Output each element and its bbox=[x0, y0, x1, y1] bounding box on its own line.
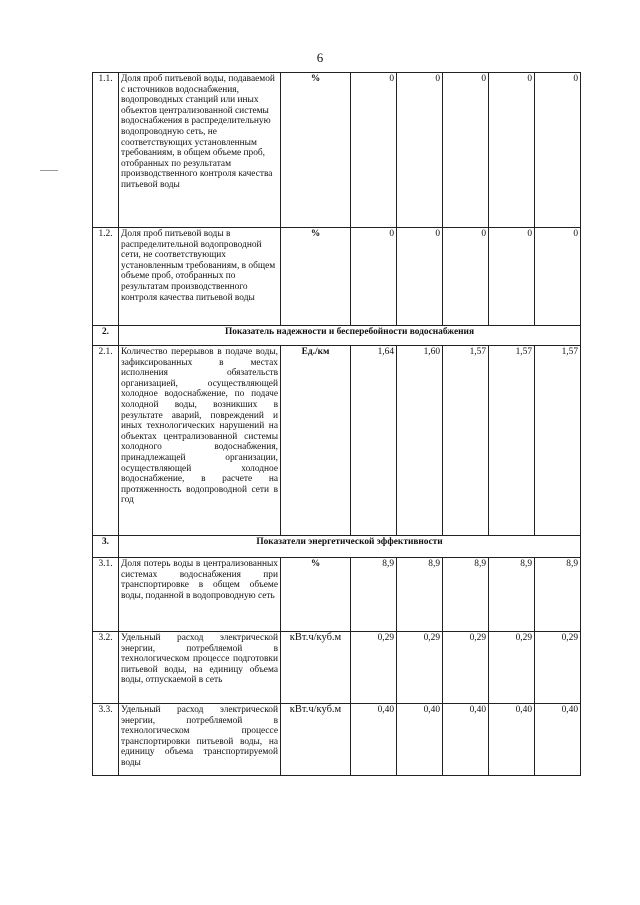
value-cell: 0,29 bbox=[397, 632, 443, 704]
unit-cell: % bbox=[281, 73, 351, 228]
table-row bbox=[93, 704, 581, 776]
value-cell: 0,40 bbox=[397, 704, 443, 776]
value-cell: 8,9 bbox=[351, 558, 397, 632]
table-row bbox=[93, 346, 581, 536]
value-cell: 0,40 bbox=[535, 704, 581, 776]
value-cell: 1,57 bbox=[489, 346, 535, 536]
value-cell: 0 bbox=[397, 73, 443, 228]
value-cell: 0 bbox=[351, 73, 397, 228]
value-cell: 0 bbox=[443, 73, 489, 228]
value-cell: 1,57 bbox=[535, 346, 581, 536]
page-number: 6 bbox=[316, 50, 324, 65]
unit-cell: % bbox=[281, 558, 351, 632]
value-cell: 0,29 bbox=[489, 632, 535, 704]
indicator-description: Доля проб питьевой воды, подаваемой с источников водоснабжения, водопроводных станций или иных объектов централизованной системы водоснабжения в распределительную водопроводную сеть, не соответствующих установленным требованиям, в общем объеме проб, отобранных по результатам производственного контроля качества питьевой воды bbox=[119, 73, 281, 228]
section-row bbox=[93, 326, 581, 346]
value-cell: 0,29 bbox=[535, 632, 581, 704]
unit-cell: % bbox=[281, 228, 351, 326]
indicator-description: Количество перерывов в подаче воды, зафиксированных в местах исполнения обязательств организацией, осуществляющей холодное водоснабжение, по подаче холодной воды, возникших в результате аварий, повреждений и иных технологических нарушений на объектах централизованной системы холодного водоснабжения, принадлежащей организации, осуществляющей холодное водоснабжение, в расчете на протяженность водопроводной сети в год bbox=[119, 346, 281, 536]
row-number: 1.1. bbox=[93, 73, 119, 228]
indicator-description: Удельный расход электрической энергии, потребляемой в технологическом процессе подготовки питьевой воды, на единицу объема воды, отпускаемой в сеть bbox=[119, 632, 281, 704]
value-cell: 0 bbox=[535, 228, 581, 326]
value-cell: 0 bbox=[397, 228, 443, 326]
value-cell: 0,40 bbox=[351, 704, 397, 776]
value-cell: 1,60 bbox=[397, 346, 443, 536]
value-cell: 0 bbox=[489, 73, 535, 228]
indicator-description: Доля потерь воды в централизованных системах водоснабжения при транспортировке в общем объеме воды, поданной в водопроводную сеть bbox=[119, 558, 281, 632]
section-number: 2. bbox=[93, 326, 119, 346]
table-row bbox=[93, 73, 581, 228]
value-cell: 0 bbox=[489, 228, 535, 326]
row-number: 2.1. bbox=[93, 346, 119, 536]
value-cell: 0 bbox=[351, 228, 397, 326]
table-row bbox=[93, 558, 581, 632]
value-cell: 8,9 bbox=[489, 558, 535, 632]
value-cell: 0,40 bbox=[443, 704, 489, 776]
value-cell: 0 bbox=[443, 228, 489, 326]
row-number: 3.2. bbox=[93, 632, 119, 704]
value-cell: 0,29 bbox=[351, 632, 397, 704]
table-row bbox=[93, 228, 581, 326]
row-number: 1.2. bbox=[93, 228, 119, 326]
indicator-description: Удельный расход электрической энергии, потребляемой в технологическом процессе транспортировки питьевой воды, на единицу объема транспортируемой воды bbox=[119, 704, 281, 776]
value-cell: 8,9 bbox=[397, 558, 443, 632]
scan-mark bbox=[40, 170, 58, 171]
indicator-description: Доля проб питьевой воды в распределительной водопроводной сети, не соответствующих установленным требованиям, в общем объеме проб, отобранных по результатам производственного контроля качества питьевой воды bbox=[119, 228, 281, 326]
value-cell: 0 bbox=[535, 73, 581, 228]
unit-cell: Ед./км bbox=[281, 346, 351, 536]
value-cell: 8,9 bbox=[443, 558, 489, 632]
value-cell: 0,40 bbox=[489, 704, 535, 776]
value-cell: 1,57 bbox=[443, 346, 489, 536]
value-cell: 1,64 bbox=[351, 346, 397, 536]
section-number: 3. bbox=[93, 536, 119, 558]
value-cell: 8,9 bbox=[535, 558, 581, 632]
indicators-table bbox=[92, 72, 581, 776]
table-row bbox=[93, 632, 581, 704]
row-number: 3.1. bbox=[93, 558, 119, 632]
value-cell: 0,29 bbox=[443, 632, 489, 704]
unit-cell: кВт.ч/куб.м bbox=[281, 632, 351, 704]
section-row bbox=[93, 536, 581, 558]
row-number: 3.3. bbox=[93, 704, 119, 776]
section-title: Показатели энергетической эффективности bbox=[119, 536, 581, 558]
section-title: Показатель надежности и бесперебойности водоснабжения bbox=[119, 326, 581, 346]
unit-cell: кВт.ч/куб.м bbox=[281, 704, 351, 776]
